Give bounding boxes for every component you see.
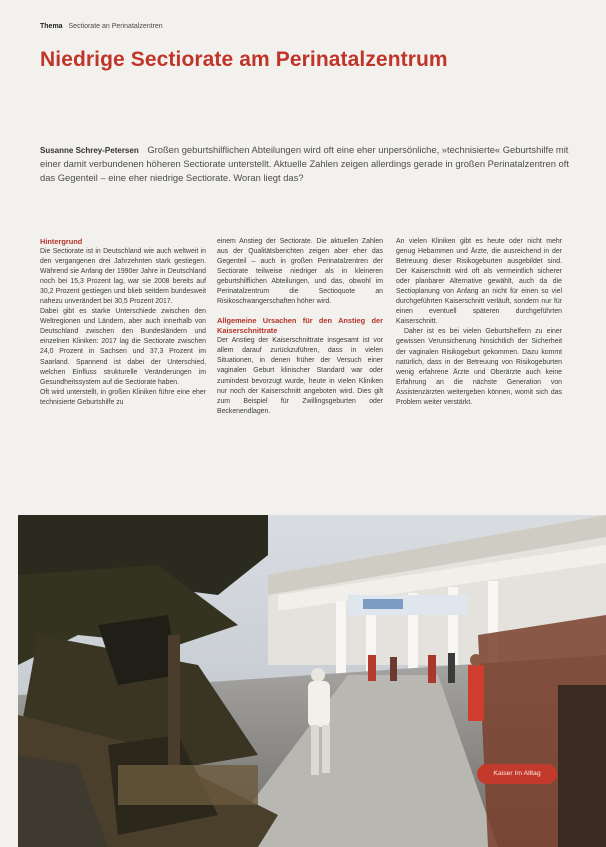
section-label: Thema [40,23,63,30]
section-topic: Sectiorate an Perinatalzentren [68,23,163,30]
lead-paragraph [40,143,572,184]
body-paragraph: Die Sectiorate ist in Deutschland wie auch weltweit in den vergangenen drei Jahrzehnten stark gestiegen. Während sie Anfang der 1990er Jahre in Deutschland noch bei 15,3 Prozent lag, war sie 2008 bereits auf 30,2 Prozent gestiegen und blieb seitdem bundesweit nahezu unverändert bei 30,5 Prozent 2017. [40,248,206,306]
body-paragraph: Daher ist es bei vielen Geburtshelfern zu einer gewissen Verunsicherung hinsichtlich der Sicherheit der vaginalen Risikogeburt gekommen. Dazu kommt natürlich, dass in der Betreuung von Risikogeburten wenig erfahrene Ärzte und Oberärzte auch keine Erfahrung an die nächste Generation von Assistenzärzten weitergeben können, womit sich das Problem weiter verstärkt. [396,328,562,406]
subheading-ursachen: Allgemeine Ursachen für den Anstieg der Kaiserschnittrate [217,316,383,336]
body-paragraph: Dabei gibt es starke Unterschiede zwischen den Weltregionen und Ländern, aber auch innerhalb von Deutschland zwischen den Bundesländern und einzelnen Kliniken: 2017 lag die Sectiorate zwischen 24,0 Prozent in Sachsen und 37,3 Prozent im Saarland. Spannend ist dabei der Unterschied, welchen Einfluss strukturelle Veränderungen im Gesundheitssystem auf die Sectiorate haben. [40,308,206,386]
article-body [40,237,582,435]
subheading-hintergrund: Hintergrund [40,237,83,246]
article-title: Niedrige Sectiorate am Perinatalzentrum [40,48,448,71]
body-paragraph: Oft wird unterstellt, in großen Kliniken führe eine eher technisierte Geburtshilfe zu [40,388,206,406]
person-figure [311,668,325,682]
photo-illustration [18,515,606,847]
lead-text: Großen geburtshilflichen Abteilungen wird oft eine eher unpersönliche, »technisierte« Geburtshilfe mit einer damit verbundenen höheren Sectiorate unterstellt. Aktuelle Zahlen zeigen allerdings gerade in großen Perinatalzentren oft das Gegenteil – eine eher niedrige Sectiorate. Woran liegt das? [40,144,569,183]
photo-caption-badge: Kaiser Im Alltag [477,764,557,784]
hospital-entrance-photo [18,515,606,847]
body-paragraph: An vielen Kliniken gibt es heute oder nicht mehr genug Hebammen und Ärzte, die ausreichend in der Betreuung dieser Risikogeburten ausgebildet sind. Der Kaiserschnitt wird oft als vermeintlich sicherer oder planbarer Alternative gewählt, auch da die Sectioplanung von Anfang an nicht für einen so viel durchgeführten Kaiserschnitt verläuft, sondern nur für einen eventuell späteren durchgeführten Kaiserschnitt. [396,238,562,326]
author-name: Susanne Schrey-Petersen [40,146,139,155]
body-paragraph: einem Anstieg der Sectiorate. Die aktuellen Zahlen aus der Qualitätsberichten zeigen aber eher das Gegenteil – auch in großen Perinatalzentren der Sectiorate teilweise niedriger als in kleineren geburtshilflichen Abteilungen, und das, obwohl im Perinatalzentrum die Sectioquote an Risikoschwangerschaften höher wird. [217,238,383,306]
body-column-3 [396,237,562,408]
body-column-1 [40,237,206,408]
body-paragraph: Der Anstieg der Kaiserschnittrate insgesamt ist vor allem darauf zurückzuführen, dass in vielen Situationen, in denen früher der Versuch einer vaginalen Geburt klinischer Standard war oder zumindest bevorzugt wurde, heute in vielen Kliniken nur noch der Kaiserschnitt angeboten wird. Dies gilt zum Beispiel für Zwillingsgeburten oder Beckenendlagen. [217,337,383,415]
body-column-2 [217,237,383,417]
section-header [40,23,163,30]
